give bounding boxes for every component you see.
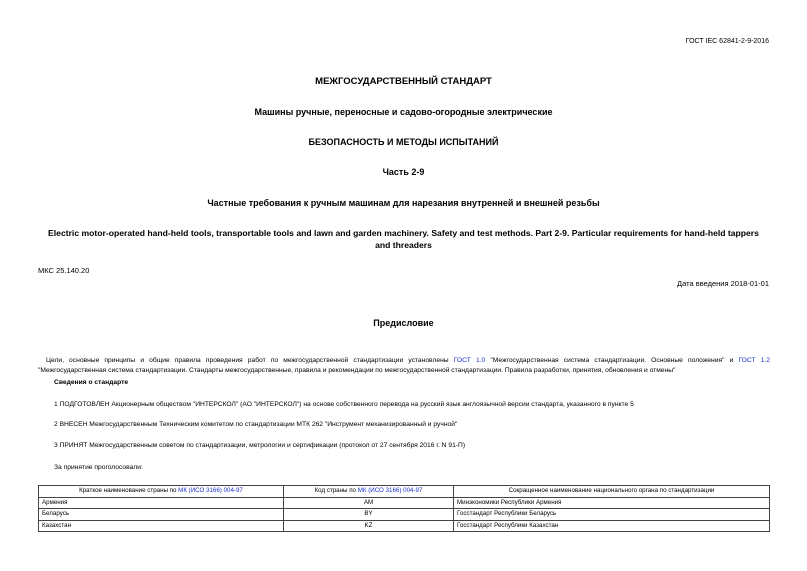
table-row	[39, 509, 770, 521]
document-code: ГОСТ IEC 62841-2-9-2016	[685, 38, 769, 45]
country-cell: Казахстан	[39, 520, 284, 532]
gost-1-2-link[interactable]: ГОСТ 1.2	[738, 357, 770, 364]
country-code-header-text: Код страны по	[314, 487, 358, 495]
country-name-header-text: Краткое наименование страны по	[79, 487, 179, 495]
countries-table	[38, 485, 770, 532]
table-row	[39, 497, 770, 509]
country-cell: Беларусь	[39, 509, 284, 521]
goals-text-2: "Межгосударственная система стандартизации. Основные положения" и	[485, 357, 739, 364]
subject-title: Машины ручные, переносные и садово-огородные электрические	[254, 107, 553, 117]
country-cell: Армения	[39, 497, 284, 509]
gost-1-0-link[interactable]: ГОСТ 1.0	[453, 357, 486, 364]
voted-for-label: За принятие проголосовали:	[54, 464, 143, 471]
introduction-date: Дата введения 2018-01-01	[677, 279, 769, 288]
national-body-header: Сокращенное наименование национального органа по стандартизации	[454, 486, 770, 498]
mks-code: МКС 25.140.20	[38, 266, 90, 275]
table-header-row	[39, 486, 770, 498]
submitted-by-paragraph: 2 ВНЕСЕН Межгосударственным Техническим комитетом по стандартизации МТК 262 "Инструмент механизированный и ручной"	[54, 421, 458, 428]
body-cell: Минэкономики Республики Армения	[454, 497, 770, 509]
country-name-header	[39, 486, 284, 498]
english-title: Electric motor-operated hand-held tools, transportable tools and lawn and garden machinery. Safety and test methods. Part 2-9. Particular requirements for hand-held tappers and threaders	[48, 228, 759, 250]
part-title: Часть 2-9	[382, 167, 425, 177]
safety-title: БЕЗОПАСНОСТЬ И МЕТОДЫ ИСПЫТАНИЙ	[308, 137, 499, 147]
adopted-by-paragraph: 3 ПРИНЯТ Межгосударственным советом по стандартизации, метрологии и сертификации (протокол от 27 сентября 2016 г. N 91-П)	[54, 442, 466, 449]
mk-iso-link[interactable]: МК (ИСО 3166) 004-97	[178, 487, 243, 495]
mk-iso-link[interactable]: МК (ИСО 3166) 004-97	[357, 487, 423, 495]
prepared-by-paragraph: 1 ПОДГОТОВЛЕН Акционерным обществом "ИНТЕРСКОЛ" (АО "ИНТЕРСКОЛ") на основе собственного перевода на русский язык англоязычной версии стандарта, указанного в пункте 5	[54, 401, 634, 408]
particular-requirements-title: Частные требования к ручным машинам для нарезания внутренней и внешней резьбы	[207, 198, 600, 208]
goals-text-3: "Межгосударственная система стандартизации. Стандарты межгосударственные, правила и рекомендации по межгосударственной стандартизации. Правила разработки, принятия, обновления и отмены"	[38, 367, 676, 374]
country-code-header	[284, 486, 454, 498]
body-cell: Госстандарт Республики Беларусь	[454, 509, 770, 521]
code-cell: AM	[284, 497, 454, 509]
table-row	[39, 520, 770, 532]
standard-type-title: МЕЖГОСУДАРСТВЕННЫЙ СТАНДАРТ	[315, 76, 492, 87]
code-cell: BY	[284, 509, 454, 521]
code-cell: KZ	[284, 520, 454, 532]
preface-goals-paragraph	[38, 356, 770, 376]
body-cell: Госстандарт Республики Казахстан	[454, 520, 770, 532]
preface-heading: Предисловие	[373, 318, 434, 328]
goals-text-1: Цели, основные принципы и общие правила проведения работ по межгосударственной стандартизации установлены	[46, 357, 454, 364]
standard-info-heading: Сведения о стандарте	[54, 379, 129, 386]
